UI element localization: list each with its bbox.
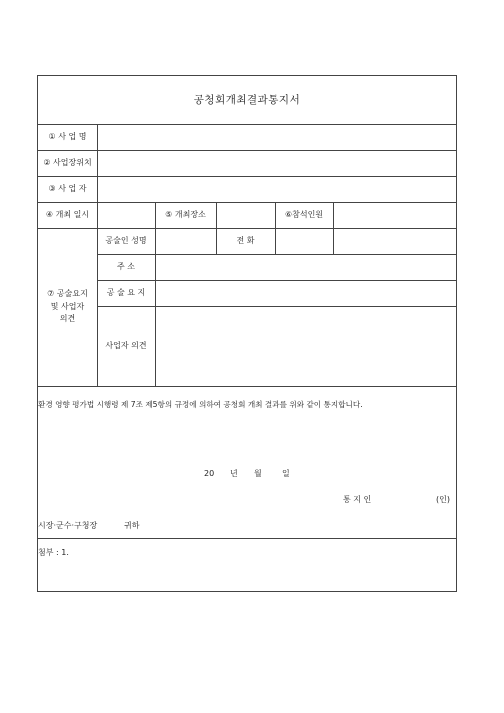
project-operator-field[interactable] [98,177,456,202]
notice-text: 환경 영향 평가법 시행령 제 7조 제5항의 규정에 의하여 공청회 개최 결과를 위와 같이 통지합니다. [38,400,363,410]
attendees-field[interactable] [334,203,456,228]
summary-label: 공 술 요 지 [106,288,146,298]
project-name-label: ① 사 업 명 [48,132,87,142]
phone-label: 전 화 [236,236,255,246]
meeting-datetime-field[interactable] [98,203,155,228]
meeting-place-field[interactable] [217,203,275,228]
row-divider [38,386,456,387]
project-location-label: ② 사업장위치 [43,158,92,168]
notice-form [37,75,457,592]
project-operator-label: ③ 사 업 자 [48,184,87,194]
meeting-datetime-label: ④ 개최 일시 [45,210,90,220]
date-month-label: 월 [254,469,262,479]
date-year-prefix: 20 [204,469,215,479]
summary-field[interactable] [156,281,456,306]
date-year-label: 년 [230,469,238,479]
attendees-label: ⑥참석인원 [284,210,324,220]
operator-opinion-label: 사업자 의견 [105,341,147,351]
project-location-field[interactable] [98,151,456,176]
recipient-label: 시장·군수·구청장 [38,521,98,531]
recipient-suffix: 귀하 [124,521,140,531]
notifier-label: 통 지 인 [343,495,372,505]
form-title: 공청회개최결과통지서 [193,93,301,106]
attachment-label: 첨부 : 1. [38,548,69,558]
phone-field[interactable] [276,229,333,254]
phone-extra-field[interactable] [334,229,456,254]
meeting-place-label: ⑤ 개최장소 [165,210,206,220]
statement-group-label: ⑦ 공술요지 및 사업자 의견 [47,289,88,324]
operator-opinion-field[interactable] [156,307,456,386]
row-divider [38,538,456,539]
project-name-field[interactable] [98,125,456,150]
address-field[interactable] [156,255,456,280]
seal-mark: (인) [436,495,450,505]
speaker-name-field[interactable] [156,229,216,254]
date-day-label: 일 [282,469,290,479]
address-label: 주 소 [117,262,135,272]
speaker-name-label: 공술인 성명 [105,236,147,246]
